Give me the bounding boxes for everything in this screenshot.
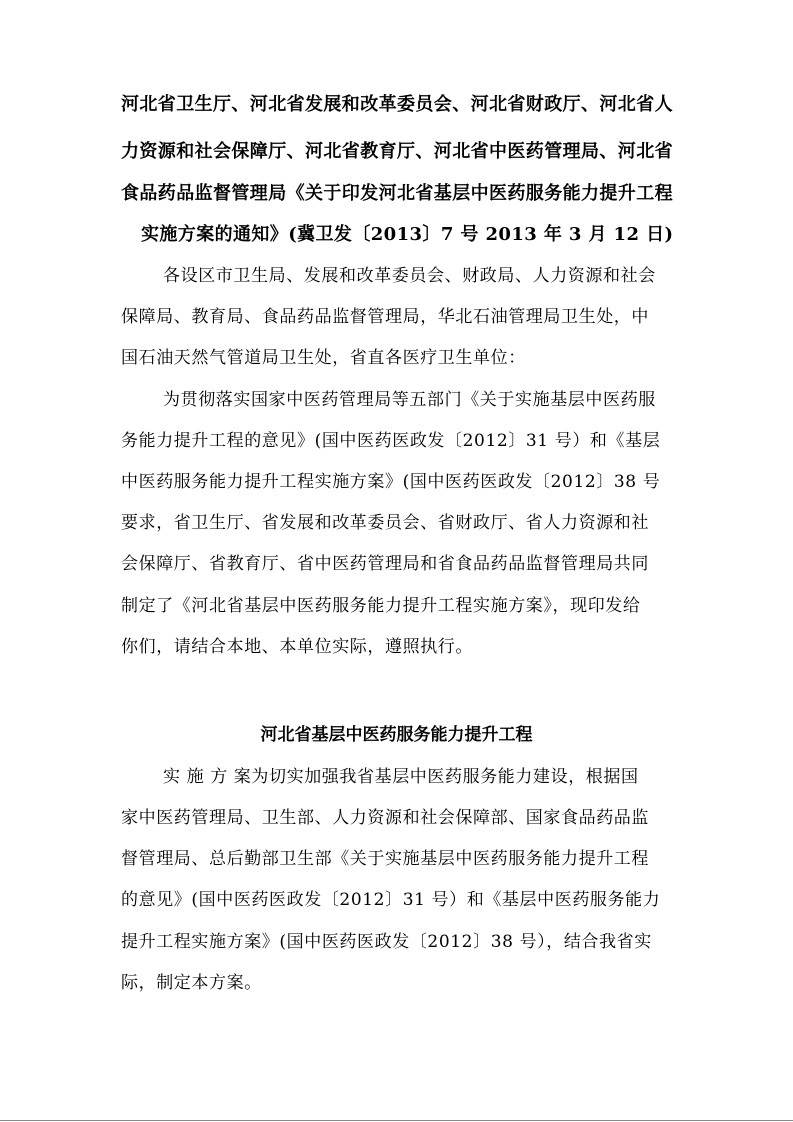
section-line-5: 提升工程实施方案》(国中医药医政发〔2012〕38 号），结合我省实 [121,932,652,952]
body-line-6: 制定了《河北省基层中医药服务能力提升工程实施方案》，现印发给 [121,596,641,616]
addressee-line-1: 各设区市卫生局、发展和改革委员会、财政局、人力资源和社会 [163,266,656,286]
notice-title-line-1: 河北省卫生厅、河北省发展和改革委员会、河北省财政厅、河北省人 [121,94,673,115]
addressee-line-2: 保障局、教育局、食品药品监督管理局，华北石油管理局卫生处，中 [121,307,649,327]
section-line-3: 督管理局、总后勤部卫生部《关于实施基层中医药服务能力提升工程 [121,849,649,869]
section-line-1: 实 施 方 案为切实加强我省基层中医药服务能力建设，根据国 [163,767,639,787]
page-bottom-rule [0,1120,793,1121]
notice-title-line-2: 力资源和社会保障厅、河北省教育厅、河北省中医药管理局、河北省 [121,141,673,162]
notice-title-line-3: 食品药品监督管理局《关于印发河北省基层中医药服务能力提升工程 [121,183,673,204]
section-title: 河北省基层中医药服务能力提升工程 [260,725,533,745]
section-line-2: 家中医药管理局、卫生部、人力资源和社会保障部、国家食品药品监 [121,808,649,828]
section-line-4: 的意见》(国中医药医政发〔2012〕31 号）和《基层中医药服务能力 [121,890,661,910]
body-line-5: 会保障厅、省教育厅、省中医药管理局和省食品药品监督管理局共同 [121,554,649,574]
body-line-3: 中医药服务能力提升工程实施方案》(国中医药医政发〔2012〕38 号 [121,472,661,492]
section-line-6: 际，制定本方案。 [121,973,262,993]
notice-title-line-4: 实施方案的通知》(冀卫发〔2013〕7 号 2013 年 3 月 12 日) [141,224,674,245]
body-line-7: 你们，请结合本地、本单位实际，遵照执行。 [121,637,473,657]
body-line-2: 务能力提升工程的意见》(国中医药医政发〔2012〕31 号）和《基层 [121,431,661,451]
body-line-4: 要求，省卫生厅、省发展和改革委员会、省财政厅、省人力资源和社 [121,513,649,533]
body-line-1: 为贯彻落实国家中医药管理局等五部门《关于实施基层中医药服 [163,390,656,410]
addressee-line-3: 国石油天然气管道局卫生处，省直各医疗卫生单位： [121,348,526,368]
